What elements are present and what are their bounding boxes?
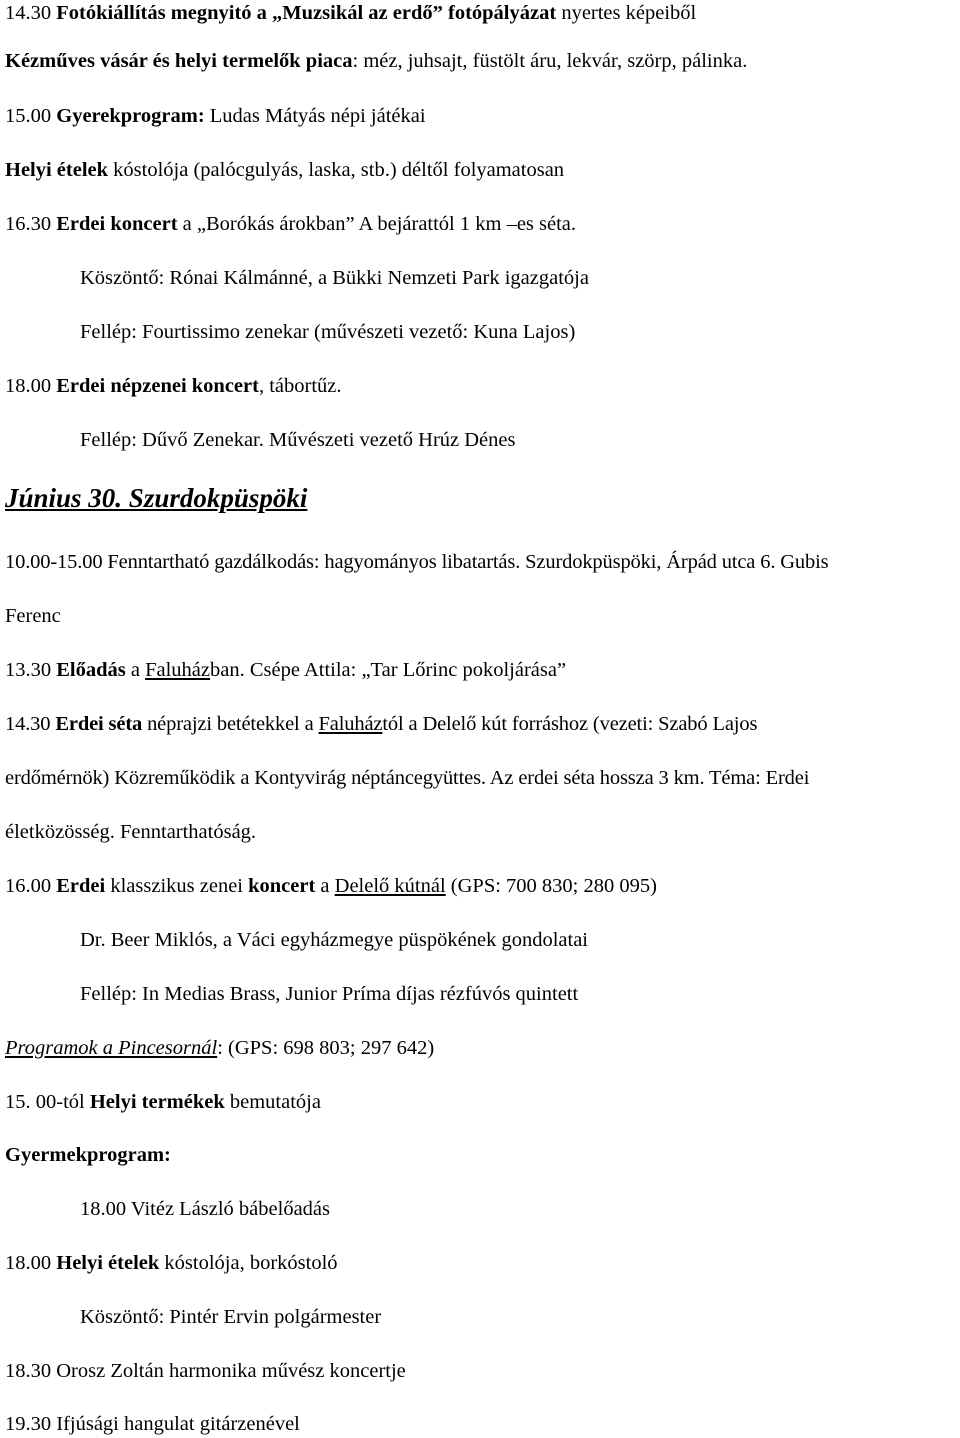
program-line-tasting: 18.00 Helyi ételek kóstolója, borkóstoló (5, 1252, 338, 1274)
program-line-goose-farming-cont: Ferenc (5, 605, 61, 627)
program-line-goose-farming: 10.00-15.00 Fenntartható gazdálkodás: hagyományos libatartás. Szurdokpüspöki, Árpád utca 6. Gubis (5, 551, 829, 573)
program-line-mayor-greeting: Köszöntő: Pintér Ervin polgármester (80, 1306, 382, 1328)
program-line-bishop-thoughts: Dr. Beer Miklós, a Váci egyházmegye püspökének gondolatai (80, 929, 588, 951)
program-line-craft-fair: Kézműves vásár és helyi termelők piaca: méz, juhsajt, füstölt áru, lekvár, szörp, pálinka. (5, 50, 748, 72)
program-line-children-program: Gyermekprogram: (5, 1144, 171, 1166)
program-line-brass-quintet: Fellép: In Medias Brass, Junior Príma díjas rézfúvós quintett (80, 983, 579, 1005)
program-line-children: 15.00 Gyerekprogram: Ludas Mátyás népi játékai (5, 105, 426, 127)
program-line-folk-concert: 18.00 Erdei népzenei koncert, tábortűz. (5, 375, 342, 397)
section-heading-june-30: Június 30. Szurdokpüspöki (5, 483, 308, 513)
program-line-puppet-show: 18.00 Vitéz László bábelőadás (80, 1198, 331, 1220)
program-line-classical-concert: 16.00 Erdei klasszikus zenei koncert a Delelő kútnál (GPS: 700 830; 280 095) (5, 875, 657, 897)
program-line-cellar-row: Programok a Pincesornál: (GPS: 698 803; 297 642) (5, 1037, 435, 1059)
program-line-forest-walk-cont: erdőmérnök) Közreműködik a Kontyvirág néptáncegyüttes. Az erdei séta hossza 3 km. Téma: Erdei (5, 767, 810, 789)
program-line-photo-exhibition: 14.30 Fotókiállítás megnyitó a „Muzsikál az erdő” fotópályázat nyertes képeiből (5, 2, 697, 24)
program-line-local-food: Helyi ételek kóstolója (palócgulyás, laska, stb.) déltől folyamatosan (5, 159, 565, 181)
program-line-accordion-concert: 18.30 Orosz Zoltán harmonika művész koncertje (5, 1360, 406, 1382)
program-line-performer-duvo: Fellép: Dűvő Zenekar. Művészeti vezető Hrúz Dénes (80, 429, 516, 451)
program-line-youth-guitar: 19.30 Ifjúsági hangulat gitárzenével (5, 1413, 300, 1435)
program-line-forest-walk: 14.30 Erdei séta néprajzi betétekkel a Faluháztól a Delelő kút forráshoz (vezeti: Szabó Lajos (5, 713, 758, 735)
program-line-performer: Fellép: Fourtissimo zenekar (művészeti vezető: Kuna Lajos) (80, 321, 576, 343)
program-line-forest-walk-end: életközösség. Fenntarthatóság. (5, 821, 257, 843)
program-line-forest-concert: 16.30 Erdei koncert a „Borókás árokban” A bejárattól 1 km –es séta. (5, 213, 577, 235)
program-line-greeting: Köszöntő: Rónai Kálmánné, a Bükki Nemzeti Park igazgatója (80, 267, 589, 289)
program-line-lecture: 13.30 Előadás a Faluházban. Csépe Attila: „Tar Lőrinc pokoljárása” (5, 659, 567, 681)
program-line-local-products: 15. 00-tól Helyi termékek bemutatója (5, 1091, 321, 1113)
